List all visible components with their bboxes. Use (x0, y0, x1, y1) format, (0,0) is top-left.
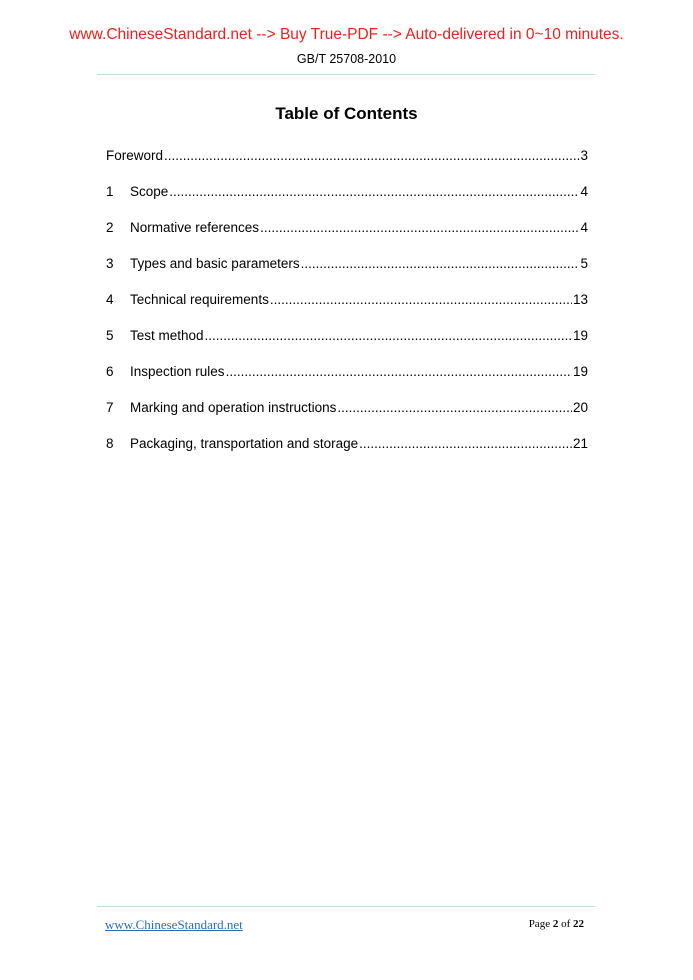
toc-entry-number: 6 (106, 364, 114, 379)
page-of: of (561, 918, 571, 930)
toc-entry-page: 4 (580, 184, 588, 199)
page-total: 22 (573, 918, 584, 930)
toc-entry-label: Inspection rules (130, 364, 225, 379)
toc-dot-leader (359, 434, 572, 454)
toc-dot-leader (270, 290, 572, 310)
standard-code: GB/T 25708-2010 (296, 52, 397, 66)
toc-entry-label: Types and basic parameters (130, 256, 300, 271)
toc-entry-foreword[interactable] (106, 146, 588, 182)
toc-entry-label: Marking and operation instructions (130, 400, 337, 415)
toc-entry-packaging-transportation-storage[interactable] (106, 434, 588, 470)
toc-dot-leader (301, 254, 580, 274)
toc-entry-page: 3 (580, 148, 588, 163)
toc-entry-label: Test method (130, 328, 204, 343)
page-current: 2 (552, 918, 559, 930)
toc-entry-number: 5 (106, 328, 114, 343)
toc-entry-marking-and-operation-instructions[interactable] (106, 398, 588, 434)
promo-banner[interactable]: www.ChineseStandard.net --> Buy True-PDF --> Auto-delivered in 0~10 minutes. (69, 26, 624, 43)
toc-entry-inspection-rules[interactable] (106, 362, 588, 398)
toc-entry-page: 4 (580, 220, 588, 235)
toc-entry-types-and-basic-parameters[interactable] (106, 254, 588, 290)
toc-entry-number: 8 (106, 436, 114, 451)
toc-entry-label: Packaging, transportation and storage (130, 436, 359, 451)
toc-entry-page: 19 (572, 328, 588, 343)
toc-entry-test-method[interactable] (106, 326, 588, 362)
toc-entry-label: Foreword (106, 148, 164, 163)
toc-entry-label: Scope (130, 184, 169, 199)
toc-entry-number: 4 (106, 292, 114, 307)
footer-divider (97, 906, 595, 907)
footer-website-link[interactable]: www.ChineseStandard.net (105, 917, 243, 932)
toc-dot-leader (337, 398, 572, 418)
toc-entry-page: 19 (572, 364, 588, 379)
header-divider (97, 74, 595, 75)
toc-entry-number: 7 (106, 400, 114, 415)
toc-entry-label: Technical requirements (130, 292, 269, 307)
toc-entry-scope[interactable] (106, 182, 588, 218)
toc-entry-page: 21 (572, 436, 588, 451)
toc-entry-page: 5 (580, 256, 588, 271)
toc-dot-leader (260, 218, 579, 238)
toc-entry-number: 1 (106, 184, 114, 199)
toc-dot-leader (205, 326, 572, 346)
toc-title: Table of Contents (275, 104, 418, 123)
toc-entry-number: 3 (106, 256, 114, 271)
toc-dot-leader (226, 362, 572, 382)
toc-entry-page: 20 (572, 400, 588, 415)
toc-entry-technical-requirements[interactable] (106, 290, 588, 326)
page-prefix: Page (528, 918, 551, 930)
toc-dot-leader (169, 182, 579, 202)
toc-dot-leader (164, 146, 579, 166)
toc-entry-number: 2 (106, 220, 114, 235)
table-of-contents (106, 146, 588, 470)
toc-entry-label: Normative references (130, 220, 260, 235)
toc-entry-page: 13 (572, 292, 588, 307)
page-number (529, 918, 584, 930)
toc-entry-normative-references[interactable] (106, 218, 588, 254)
